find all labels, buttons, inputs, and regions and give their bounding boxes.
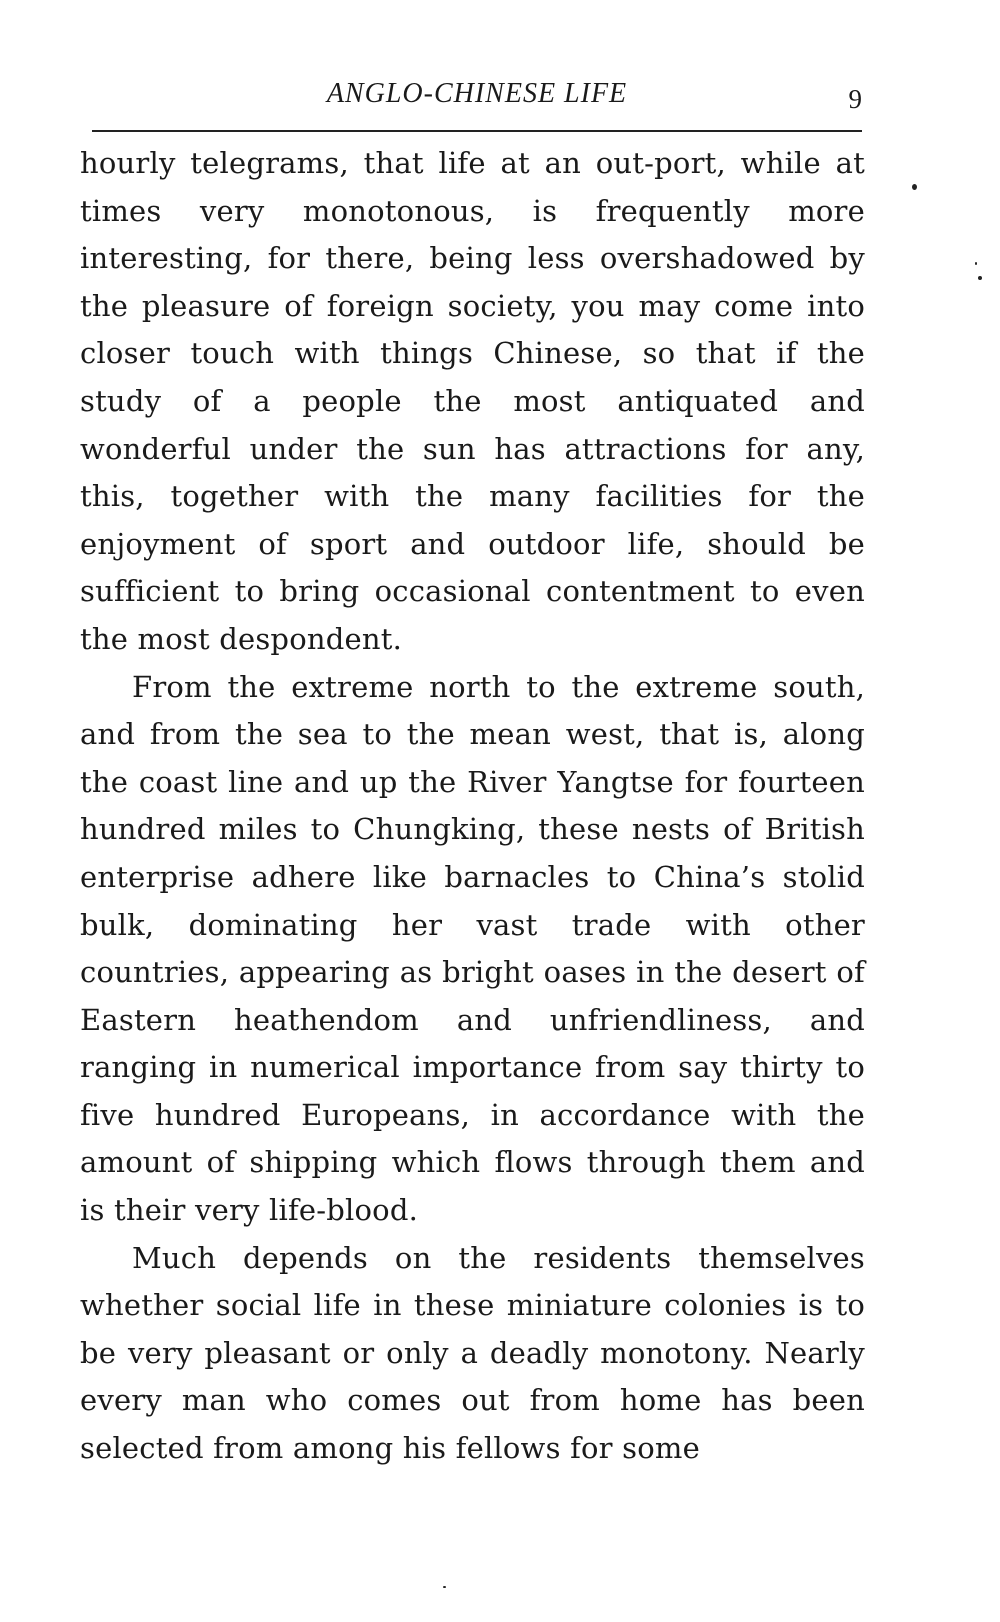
ink-speck <box>912 184 917 190</box>
running-title: ANGLO-CHINESE LIFE <box>326 78 628 109</box>
paragraph-1: hourly telegrams, that life at an out-port, while at times very monotonous, is frequently more interesting, for there, being less overshadowed by the pleasure of foreign society, you may come into closer touch with things Chinese, so that if the study of a people the most antiquated and wonderful under the sun has attractions for any, this, together with the many facilities for the enjoyment of sport and outdoor life, should be sufficient to bring occasional contentment to even the most despondent. <box>80 146 865 656</box>
header-rule <box>92 130 862 132</box>
body-text <box>80 140 865 1473</box>
page-number: 9 <box>848 84 862 114</box>
ink-speck <box>443 1586 446 1588</box>
running-head <box>92 74 862 126</box>
paragraph-3: Much depends on the residents themselves whether social life in these miniature colonies is to be very pleasant or only a deadly monotony. Nearly every man who comes out from home has been selected from among his fellows for some <box>80 1240 865 1466</box>
paragraph-2: From the extreme north to the extreme south, and from the sea to the mean west, that is, along the coast line and up the River Yangtse for fourteen hundred miles to Chungking, these nests of British enterprise adhere like barnacles to China’s stolid bulk, dominating her vast trade with other countries, appearing as bright oases in the desert of Eastern heathendom and unfriendliness, and ranging in numerical importance from say thirty to five hundred Europeans, in accordance with the amount of shipping which flows through them and is their very life-blood. <box>80 669 865 1228</box>
ink-speck <box>975 262 977 265</box>
ink-speck <box>978 276 982 280</box>
